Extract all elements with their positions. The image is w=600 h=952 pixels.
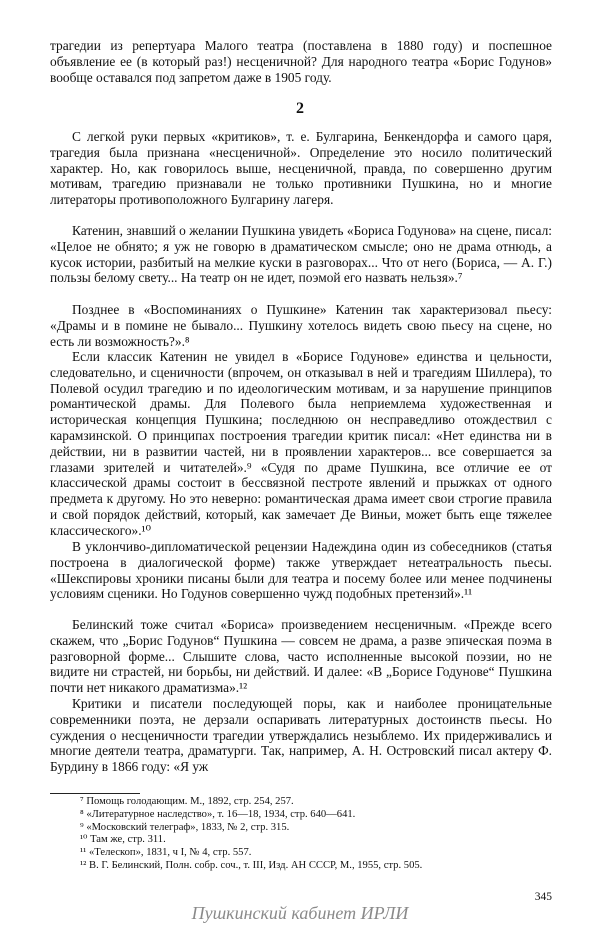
footnote-8: ⁸ «Литературное наследство», т. 16—18, 1934, стр. 640—641. (80, 808, 356, 820)
footnote-10: ¹⁰ Там же, стр. 311. (80, 834, 166, 846)
paragraph-5: В уклончиво-дипломатической рецензии Надеждина один из собеседников (статья построена в диалогической форме) также утверждает нетеатральность пьесы. «Шекспировы хроники писаны были для театра и посему более или менее подчинены условиям сценики. Но Годунов совершенно чужд подобных претензий».¹¹ (50, 539, 552, 602)
paragraph-3: Позднее в «Воспоминаниях о Пушкине» Катенин так характеризовал пьесу: «Драмы и в помине не бывало... Пушкину хотелось видеть свою пьесу на сцене, но есть ли возможность?».⁸ (50, 302, 552, 349)
paragraph-1: С легкой руки первых «критиков», т. е. Булгарина, Бенкендорфа и самого царя, трагедия была признана «несценичной». Определение это носило политический характер. Но, как говорилось выше, несценичной, правда, по совершенно другим мотивам, трагедию признавали не только противники Пушкина, но и многие литераторы противоположного Булгарину лагеря. (50, 129, 552, 208)
watermark: Пушкинский кабинет ИРЛИ (191, 903, 409, 923)
paragraph-2: Катенин, знавший о желании Пушкина увидеть «Бориса Годунова» на сцене, писал: «Целое не обнято; я уж не говорю в драматическом смысле; оно не драма отнюдь, а кусок истории, разбитый на мелкие куски в разговорах... Что от него (Бориса, — А. Г.) пользы белому свету... На театр он не идет, поэмой его назвать нельзя».⁷ (50, 223, 552, 286)
top-paragraph: трагедии из репертуара Малого театра (поставлена в 1880 году) и поспешное объявление ее (в который раз!) несценичной? Для народного театра «Борис Годунов» вообще оставался под запретом даже в 1905 году. (50, 38, 552, 85)
paragraph-7: Критики и писатели последующей поры, как и наиболее проницательные современники поэта, не дерзали оспаривать литературных достоинств пьесы. Но суждения о несценичности трагедии утверждались незыблемо. Их придерживались и многие деятели театра, драматурги. Так, например, А. Н. Островский писал актеру Ф. Бурдину в 1866 году: «Я уж (50, 696, 552, 775)
page-number: 345 (534, 891, 552, 903)
footnote-divider (50, 793, 140, 794)
footnote-12: ¹² В. Г. Белинский, Полн. собр. соч., т. III, Изд. АН СССР, М., 1955, стр. 505. (80, 859, 423, 871)
footnote-9: ⁹ «Московский телеграф», 1833, № 2, стр. 315. (80, 821, 290, 833)
footnote-7: ⁷ Помощь голодающим. М., 1892, стр. 254, 257. (80, 796, 294, 807)
paragraph-6: Белинский тоже считал «Бориса» произведением несценичным. «Прежде всего скажем, что „Борис Годунов“ Пушкина — совсем не драма, а разве эпическая поэма в разговорной форме... Слышите слова, часто исполненные высокой поэзии, но не видите ни страстей, ни борьбы, ни действий. И далее: «В „Борисе Годунове“ Пушкина почти нет никакого драматизма».¹² (50, 617, 552, 696)
footnote-11: ¹¹ «Телескоп», 1831, ч I, № 4, стр. 557. (80, 847, 252, 859)
paragraph-4: Если классик Катенин не увидел в «Борисе Годунове» единства и цельности, следовательно, и сценичности (впрочем, он отказывал в ней и трагедиям Шиллера), то Полевой осудил трагедию и по идеологическим мотивам, и за нарушение принципов романтической драмы. Для Полевого была неприемлема художественная и историческая концепция Пушкина; последнюю он несправедливо отождествил с карамзинской. О принципах построения трагедии критик писал: «Нет единства ни в действии, ни в развитии частей, ни в проявлении характеров... все совершается за глазами зрителей и читателей».⁹ «Судя по драме Пушкина, все отличие ее от классической драмы состоит в бессвязной пестроте явлений и прыжках от одного предмета к другому. Но это неверно: романтическая драма имеет свои строгие правила и свой порядок действий, который, как замечает Де Виньи, может быть еще тяжелее классического».¹⁰ (50, 349, 552, 538)
section-number: 2 (296, 100, 304, 117)
footnotes (50, 796, 552, 873)
